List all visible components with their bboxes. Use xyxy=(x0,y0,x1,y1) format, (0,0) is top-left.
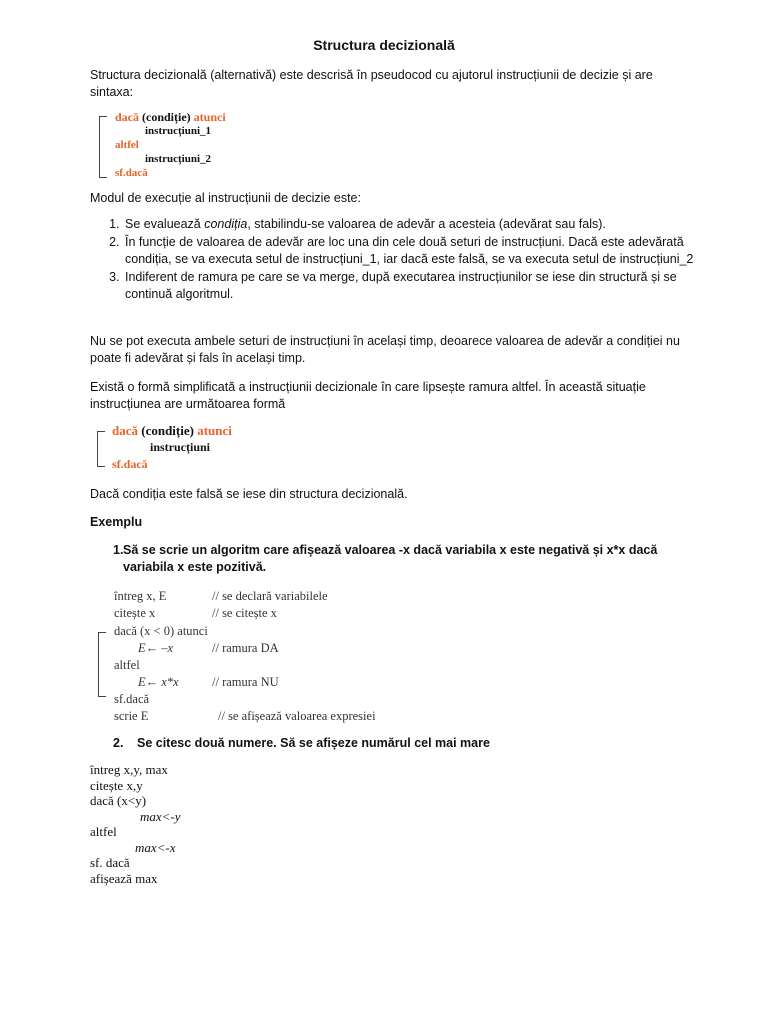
page-title: Structura decizională xyxy=(313,37,455,53)
code-comment: // ramura NU xyxy=(212,675,279,689)
syntax-figure-full xyxy=(95,110,295,182)
syntax-bracket xyxy=(97,431,106,467)
code-line: afișează max xyxy=(90,870,158,886)
code-line-endif: sf.dacă xyxy=(114,692,150,706)
syntax-bracket xyxy=(99,116,108,178)
example2-number: 2. xyxy=(113,736,124,750)
code-line: citește x,y xyxy=(90,777,143,793)
syntax-line-if xyxy=(112,423,232,439)
syntax-line-if xyxy=(115,110,226,125)
keyword-daca: dacă xyxy=(115,110,139,124)
step-item: 1. Se evaluează condiția, stabilindu-se valoarea de adevăr a acesteia (adevărat sau fals). xyxy=(123,216,723,233)
keyword-atunci: atunci xyxy=(197,423,232,438)
simplified-form-paragraph: Există o formă simplificată a instrucțiunii decizionale în care lipsește ramura altfel. În această situație instrucțiunea are următoarea formă xyxy=(90,380,646,411)
code-line-branch-no: E← x*x xyxy=(138,675,179,689)
code-line: sf. dacă xyxy=(90,855,130,870)
example1-number: 1. xyxy=(113,543,124,557)
syntax-line-end: sf.dacă xyxy=(115,167,148,179)
exec-steps-list xyxy=(90,216,723,304)
keyword-atunci: atunci xyxy=(193,110,226,124)
intro-paragraph: Structura decizională (alternativă) este descrisă în pseudocod cu ajutorul instrucțiunii de decizie și are sintaxa: xyxy=(90,68,653,99)
condition-term: condiția xyxy=(204,217,248,231)
syntax-line-instr2: instrucțiuni_2 xyxy=(145,153,212,165)
example2-statement xyxy=(113,735,683,752)
code-line-branch-yes: E← –x xyxy=(138,641,174,655)
both-sets-paragraph: Nu se pot executa ambele seturi de instrucțiuni în același timp, deoarece valoarea de adevăr a condiției nu poate fi adevărat și fals în același timp. xyxy=(90,334,680,365)
example1-text: Să se scrie un algoritm care afișează valoarea -x dacă variabila x este negativă și x*x dacă variabila x este pozitivă. xyxy=(123,543,658,574)
code-line-else: altfel xyxy=(114,658,140,672)
keyword-daca: dacă xyxy=(112,423,138,438)
code-bracket xyxy=(98,632,107,697)
code-line: dacă (x<y) xyxy=(90,793,147,808)
keyword-conditie: (condiție) xyxy=(142,110,191,124)
code-comment: // ramura DA xyxy=(212,641,279,655)
code-comment: // se citește x xyxy=(212,606,277,620)
syntax-line-else: altfel xyxy=(115,139,139,151)
example2-code xyxy=(90,762,390,886)
code-line: întreg x,y, max xyxy=(90,762,168,777)
syntax-line-instr: instrucțiuni xyxy=(150,440,211,454)
step-item: 2. În funcție de valoarea de adevăr are loc una din cele două seturi de instrucțiuni. Dacă este adevărată condiția, se va executa setul de instrucțiuni_1, iar dacă este falsă, se va executa setul de instrucțiuni_2 xyxy=(123,234,723,268)
code-line-print: scrie E xyxy=(114,709,149,723)
code-comment: // se declară variabilele xyxy=(212,589,328,603)
exec-mode-paragraph: Modul de execuție al instrucțiunii de decizie este: xyxy=(90,191,361,205)
syntax-line-end: sf.dacă xyxy=(112,457,148,471)
syntax-line-instr1: instrucțiuni_1 xyxy=(145,125,212,137)
code-comment: // se afișează valoarea expresiei xyxy=(218,709,376,723)
code-line-read: citește x xyxy=(114,606,156,620)
code-line: max<-x xyxy=(135,839,176,855)
code-line: max<-y xyxy=(140,808,181,824)
keyword-conditie: (condiție) xyxy=(141,423,194,438)
example-label: Exemplu xyxy=(90,515,143,529)
example1-code-figure xyxy=(94,586,414,726)
code-line-declare: întreg x, E xyxy=(114,589,167,603)
step-item: 3. Indiferent de ramura pe care se va merge, după executarea instrucțiunilor se iese din structură și se continuă algoritmul. xyxy=(123,269,723,303)
code-line: altfel xyxy=(90,824,117,839)
example2-text: Se citesc două numere. Să se afișeze numărul cel mai mare xyxy=(137,736,490,750)
code-line-if: dacă (x < 0) atunci xyxy=(114,624,208,638)
syntax-figure-simple xyxy=(92,423,292,473)
false-condition-paragraph: Dacă condiția este falsă se iese din structura decizională. xyxy=(90,487,408,501)
example1-statement xyxy=(113,542,693,576)
